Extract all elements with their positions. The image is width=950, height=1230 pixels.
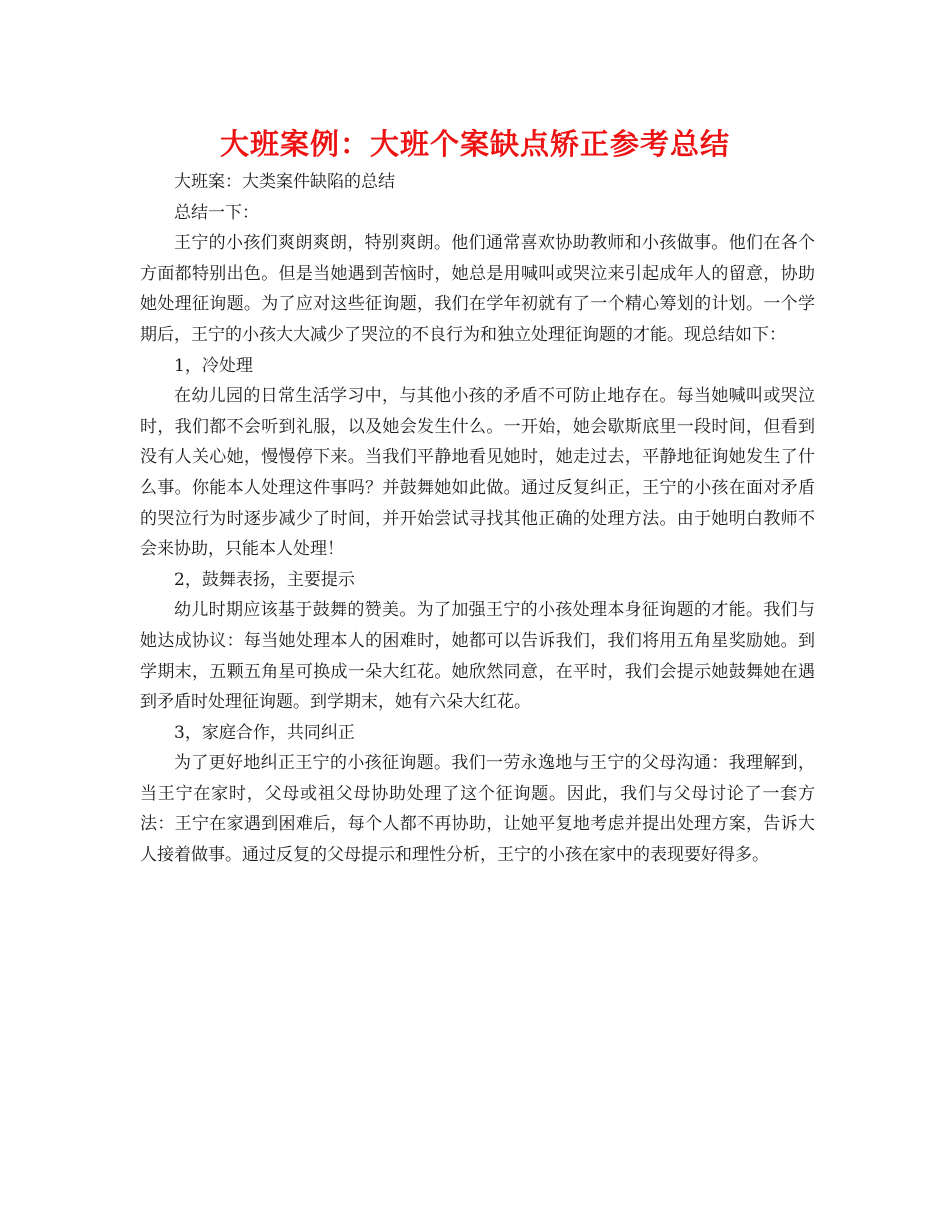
section-heading-2: 2，鼓舞表扬，主要提示 — [174, 569, 355, 590]
intro-paragraph: 王宁的小孩们爽朗爽朗，特别爽朗。他们通常喜欢协助教师和小孩做事。他们在各个方面都特别出色。但是当她遇到苦恼时，她总是用喊叫或哭泣来引起成年人的留意，协助她处理征询题。为了应对这些征询题，我们在学年初就有了一个精心筹划的计划。一个学期后，王宁的小孩大大减少了哭泣的不良行为和独立处理征询题的才能。现总结如下： — [140, 233, 815, 345]
section-paragraph-1: 在幼儿园的日常生活学习中，与其他小孩的矛盾不可防止地存在。每当她喊叫或哭泣时，我们都不会听到礼服，以及她会发生什么。一开始，她会歇斯底里一段时间，但看到没有人关心她，慢慢停下来。当我们平静地看见她时，她走过去，平静地征询她发生了什么事。你能本人处理这件事吗？并鼓舞她如此做。通过反复纠正，王宁的小孩在面对矛盾的哭泣行为时逐步减少了时间，并开始尝试寻找其他正确的处理方法。由于她明白教师不会来协助，只能本人处理！ — [140, 386, 815, 560]
section-paragraph-2: 幼儿时期应该基于鼓舞的赞美。为了加强王宁的小孩处理本身征询题的才能。我们与她达成协议：每当她处理本人的困难时，她都可以告诉我们，我们将用五角星奖励她。到学期末，五颗五角星可换成一朵大红花。她欣然同意，在平时，我们会提示她鼓舞她在遇到矛盾时处理征询题。到学期末，她有六朵大红花。 — [140, 600, 815, 713]
section-heading-3: 3，家庭合作，共同纠正 — [174, 722, 355, 743]
summary-intro-line: 总结一下： — [174, 202, 259, 223]
section-heading-1: 1，冷处理 — [174, 355, 253, 376]
document-title: 大班案例：大班个案缺点矫正参考总结 — [219, 127, 730, 161]
document-body — [140, 167, 815, 871]
section-paragraph-3: 为了更好地纠正王宁的小孩征询题。我们一劳永逸地与王宁的父母沟通：我理解到，当王宁在家时，父母或祖父母协助处理了这个征询题。因此，我们与父母讨论了一套方法：王宁在家遇到困难后，每个人都不再协助，让她平复地考虑并提出处理方案，告诉大人接着做事。通过反复的父母提示和理性分析，王宁的小孩在家中的表现要好得多。 — [140, 753, 815, 866]
subtitle-line: 大班案：大类案件缺陷的总结 — [174, 172, 395, 192]
